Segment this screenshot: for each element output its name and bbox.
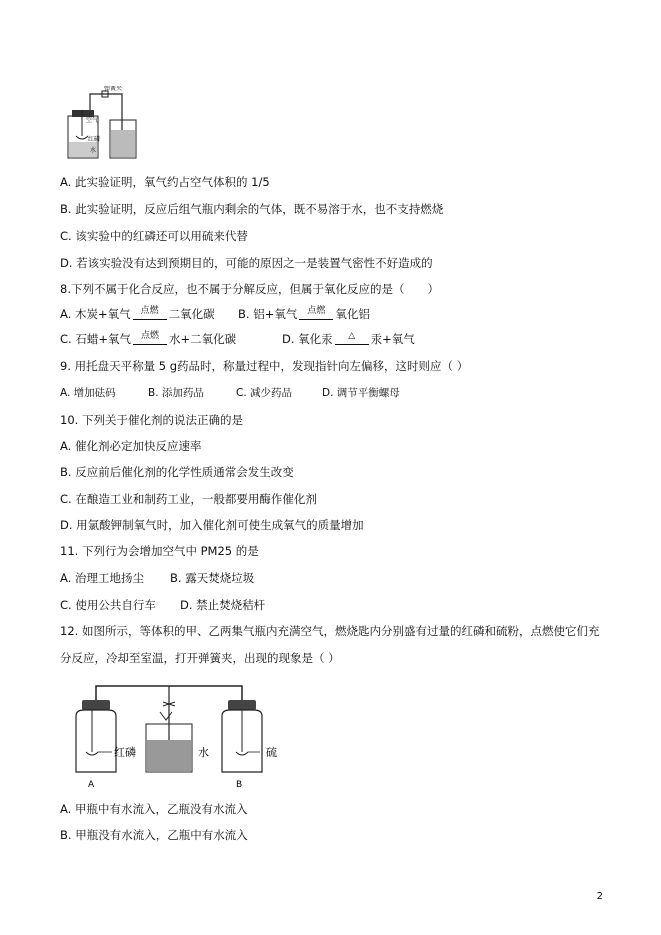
fig2-label-a: A — [88, 780, 95, 790]
q10-option-c: C. 在酿造工业和制药工业，一般都要用酶作催化剂 — [60, 492, 317, 506]
q8-a-arrow — [133, 305, 167, 322]
q10-option-d: D. 用氯酸钾制氧气时，加入催化剂可使生成氧气的质量增加 — [60, 518, 364, 532]
q8-b-products: 氧化铝 — [335, 307, 370, 321]
q8-d-reactants: D. 氧化汞 — [282, 332, 333, 346]
q9-option-d: D. 调节平衡螺母 — [322, 387, 400, 399]
q12-option-b: B. 甲瓶没有水流入，乙瓶中有水流入 — [60, 828, 248, 842]
q9-stem: 9. 用托盘天平称量 5 g药品时，称量过程中，发现指针向左偏移，这时则应（ ） — [60, 359, 469, 373]
q8-a-reactants: A. 木炭+氧气 — [60, 307, 131, 321]
q8-b-condition: 点燃 — [307, 305, 326, 316]
q10-option-b: B. 反应前后催化剂的化学性质通常会发生改变 — [60, 465, 294, 479]
q8-option-c — [60, 331, 236, 347]
q8-d-arrow — [335, 330, 369, 347]
q8-c-reactants: C. 石蜡+氧气 — [60, 332, 131, 346]
q8-d-condition: △ — [348, 330, 356, 341]
q12-stem-line1: 12. 如图所示，等体积的甲、乙两集气瓶内充满空气，燃烧匙内分别盛有过量的红磷和硫粉，点燃使它们充 — [60, 624, 600, 638]
fig1-air-label: 空气 — [86, 117, 99, 124]
prev-option-a: A. 此实验证明，氧气约占空气体积的 1/5 — [60, 175, 270, 189]
page-number: 2 — [596, 891, 603, 902]
q8-c-products: 水+二氧化碳 — [168, 332, 237, 346]
q9-option-b: B. 添加药品 — [148, 387, 204, 399]
q11-option-d: D. 禁止焚烧秸杆 — [180, 598, 266, 612]
q8-a-products: 二氧化碳 — [168, 307, 215, 321]
fig2-water-label: 水 — [198, 746, 209, 759]
apparatus-figure-1 — [60, 86, 144, 162]
q8-option-d — [282, 331, 415, 347]
q11-option-b: B. 露天焚烧垃圾 — [170, 571, 255, 585]
q10-stem: 10. 下列关于催化剂的说法正确的是 — [60, 413, 243, 427]
q12-option-a: A. 甲瓶中有水流入，乙瓶没有水流入 — [60, 802, 248, 816]
fig2-label-b: B — [236, 780, 243, 790]
q8-b-reactants: B. 铝+氧气 — [238, 307, 298, 321]
fig1-clip-label: 弹簧夹 — [104, 86, 123, 92]
q8-d-products: 汞+氧气 — [370, 332, 415, 346]
fig2-s-label: 硫 — [266, 746, 277, 759]
q8-stem: 8.下列不属于化合反应，也不属于分解反应，但属于氧化反应的是（ ） — [60, 282, 439, 296]
q10-option-a: A. 催化剂必定加快反应速率 — [60, 439, 202, 453]
prev-option-b: B. 此实验证明，反应后组气瓶内剩余的气体，既不易溶于水，也不支持燃烧 — [60, 202, 444, 216]
q11-stem: 11. 下列行为会增加空气中 PM25 的是 — [60, 544, 259, 558]
q8-c-arrow — [133, 330, 167, 347]
q12-stem-line2: 分反应，冷却至室温，打开弹簧夹，出现的现象是（ ） — [60, 651, 340, 665]
q8-a-condition: 点燃 — [140, 305, 159, 316]
fig1-water-label: 水 — [90, 147, 97, 154]
prev-option-d: D. 若该实验没有达到预期目的，可能的原因之一是装置气密性不好造成的 — [60, 256, 433, 270]
apparatus-figure-2 — [62, 672, 282, 792]
prev-option-c: C. 该实验中的红磷还可以用硫来代替 — [60, 229, 248, 243]
q9-option-a: A. 增加砝码 — [60, 387, 116, 399]
q9-option-c: C. 减少药品 — [236, 387, 293, 399]
fig1-p-label: 红磷 — [88, 136, 101, 143]
q8-option-a — [60, 306, 215, 322]
q8-b-arrow — [299, 305, 333, 322]
q11-option-c: C. 使用公共自行车 — [60, 598, 156, 612]
q8-c-condition: 点燃 — [140, 330, 159, 341]
fig2-p-label: 红磷 — [114, 746, 136, 759]
q11-option-a: A. 治理工地扬尘 — [60, 571, 144, 585]
q8-option-b — [238, 306, 370, 322]
